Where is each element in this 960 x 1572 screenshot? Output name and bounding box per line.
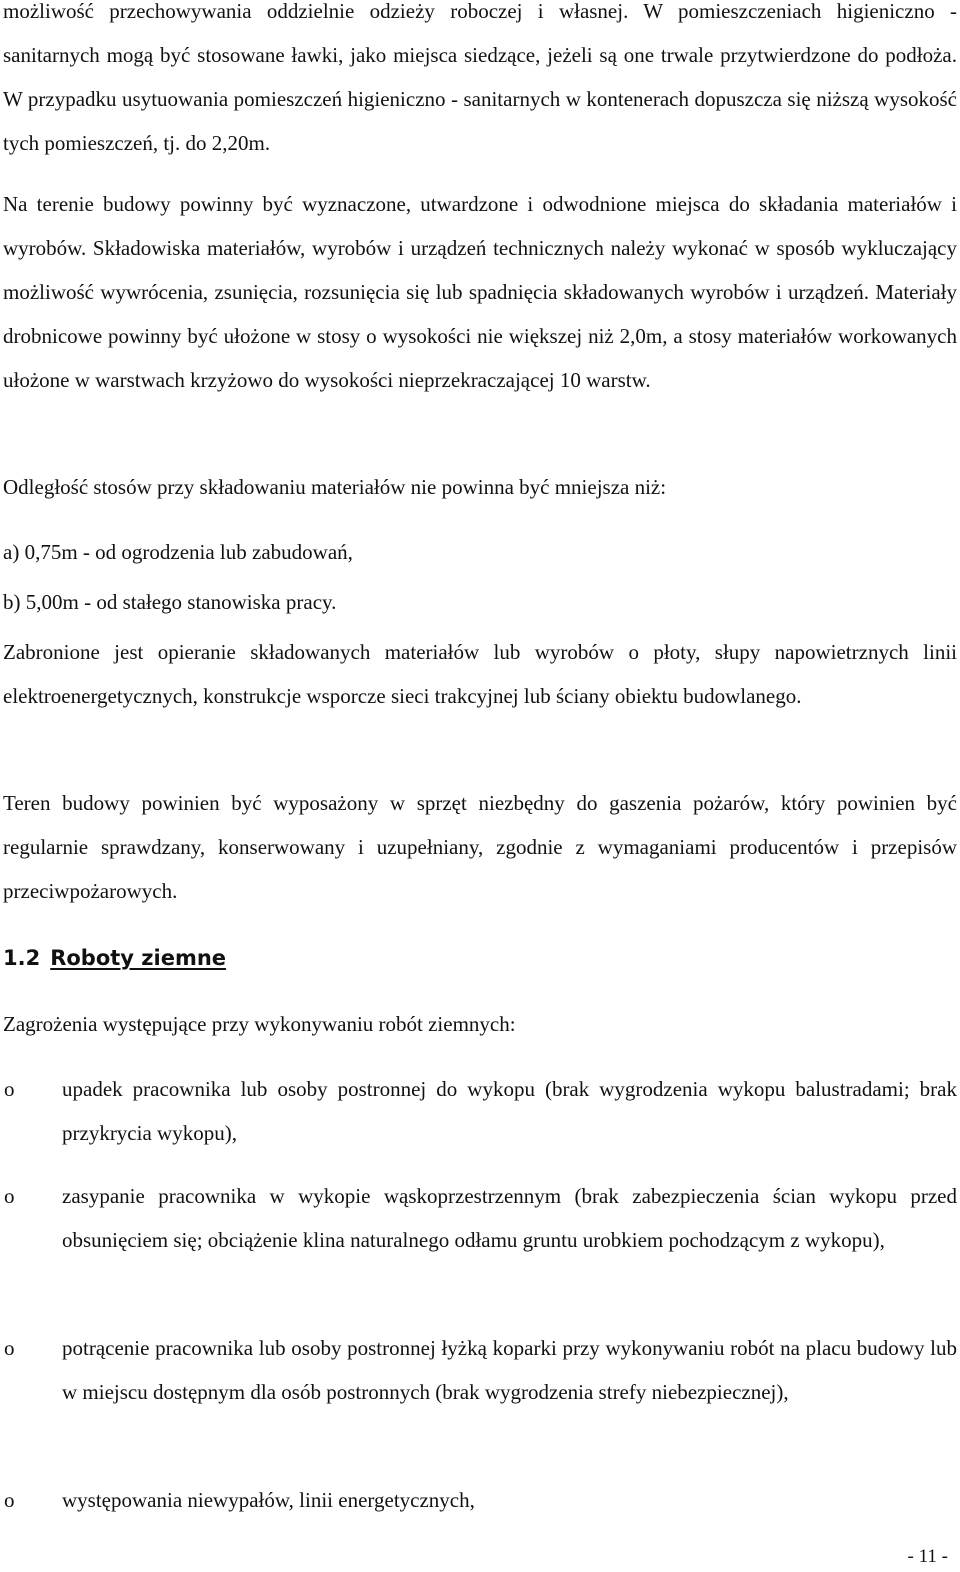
list-item-text: potrącenie pracownika lub osoby postronnej łyżką koparki przy wykonywaniu robót na placu budowy lub w miejscu dostępnym dla osób postronnych (brak wygrodzenia strefy niebezpiecznej), (62, 1336, 957, 1404)
section-number: 1.2 (3, 946, 41, 970)
paragraph-hazards-intro: Zagrożenia występujące przy wykonywaniu robót ziemnych: (3, 1012, 516, 1036)
section-heading (3, 936, 226, 980)
paragraph-stack-distance: Odległość stosów przy składowaniu materiałów nie powinna być mniejsza niż: (3, 475, 667, 499)
list-item-text: zasypanie pracownika w wykopie wąskoprzestrzennym (brak zabezpieczenia ścian wykopu przed obsunięciem się; obciążenie klina naturalnego odłamu gruntu urobkiem pochodzącym z wykopu), (62, 1184, 957, 1252)
list-item-text: upadek pracownika lub osoby postronnej do wykopu (brak wygrodzenia wykopu balustradami; brak przykrycia wykopu), (62, 1077, 957, 1145)
bullet-marker: o (4, 1184, 15, 1208)
list-item-text: występowania niewypałów, linii energetycznych, (62, 1488, 475, 1512)
page-number: - 11 - (907, 1546, 948, 1567)
bullet-marker: o (4, 1336, 15, 1360)
distance-item-a: a) 0,75m - od ogrodzenia lub zabudowań, (3, 540, 353, 564)
bullet-marker: o (4, 1488, 15, 1512)
section-title: Roboty ziemne (50, 946, 227, 970)
paragraph-storage-areas: Na terenie budowy powinny być wyznaczone, utwardzone i odwodnione miejsca do składania materiałów i wyrobów. Składowiska materiałów, wyrobów i urządzeń technicznych należy wykonać w sposób wykluczający możliwość wywrócenia, zsunięcia, rozsunięcia się lub spadnięcia składowanych wyrobów i urządzeń. Materiały drobnicowe powinny być ułożone w stosy o wysokości nie większej niż 2,0m, a stosy materiałów workowanych ułożone w warstwach krzyżowo do wysokości nieprzekraczającej 10 warstw. (3, 192, 957, 392)
paragraph-leaning-prohibited: Zabronione jest opieranie składowanych materiałów lub wyrobów o płoty, słupy napowietrznych linii elektroenergetycznych, konstrukcje wsporcze sieci trakcyjnej lub ściany obiektu budowlanego. (3, 640, 957, 708)
distance-item-b: b) 5,00m - od stałego stanowiska pracy. (3, 590, 337, 614)
bullet-marker: o (4, 1077, 15, 1101)
paragraph-fire-equipment: Teren budowy powinien być wyposażony w sprzęt niezbędny do gaszenia pożarów, który powinien być regularnie sprawdzany, konserwowany i uzupełniany, zgodnie z wymaganiami producentów i przepisów przeciwpożarowych. (3, 791, 957, 903)
paragraph-sanitary-rooms: możliwość przechowywania oddzielnie odzieży roboczej i własnej. W pomieszczeniach higieniczno - sanitarnych mogą być stosowane ławki, jako miejsca siedzące, jeżeli są one trwale przytwierdzone do podłoża. W przypadku usytuowania pomieszczeń higieniczno - sanitarnych w kontenerach dopuszcza się niższą wysokość tych pomieszczeń, tj. do 2,20m. (3, 0, 957, 155)
